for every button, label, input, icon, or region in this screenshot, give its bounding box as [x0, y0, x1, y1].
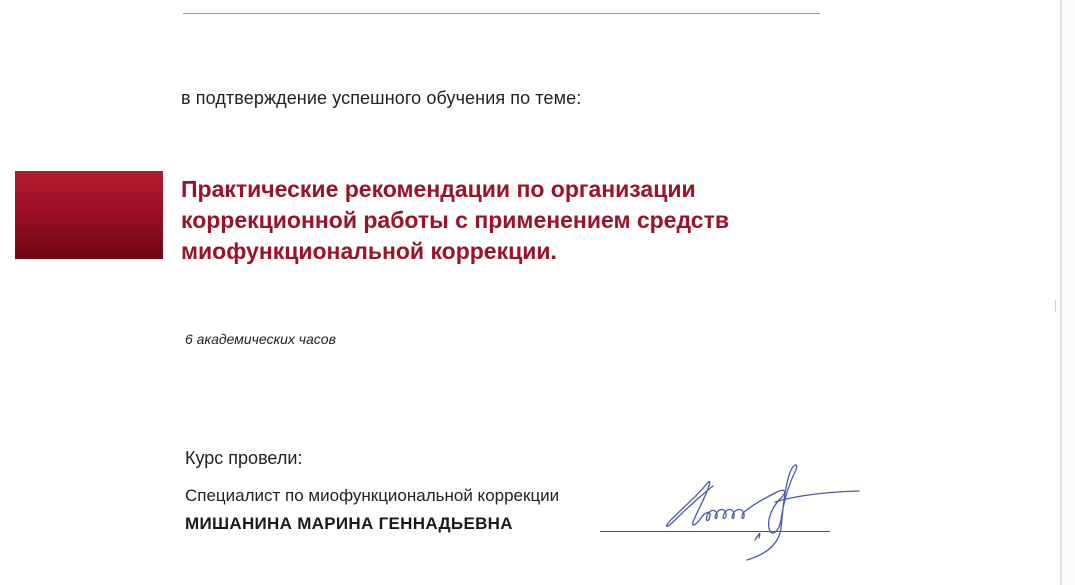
hours-text: 6 академических часов [185, 331, 336, 347]
accent-block [15, 171, 163, 259]
topic-title: Практические рекомендации по организации коррекционной работы с применением средств миофункциональной коррекции. [181, 176, 729, 264]
intro-text: в подтверждение успешного обучения по теме: [181, 88, 582, 108]
instructor-role: Специалист по миофункциональной коррекции [185, 486, 560, 505]
conducted-label: Курс провели: [185, 448, 303, 468]
instructor-name: МИШАНИНА МАРИНА ГЕННАДЬЕВНА [185, 514, 513, 533]
edge-mark [1055, 300, 1059, 312]
handwritten-signature [655, 458, 870, 568]
top-divider-line [183, 13, 820, 14]
page-edge-shadow [1062, 0, 1075, 585]
